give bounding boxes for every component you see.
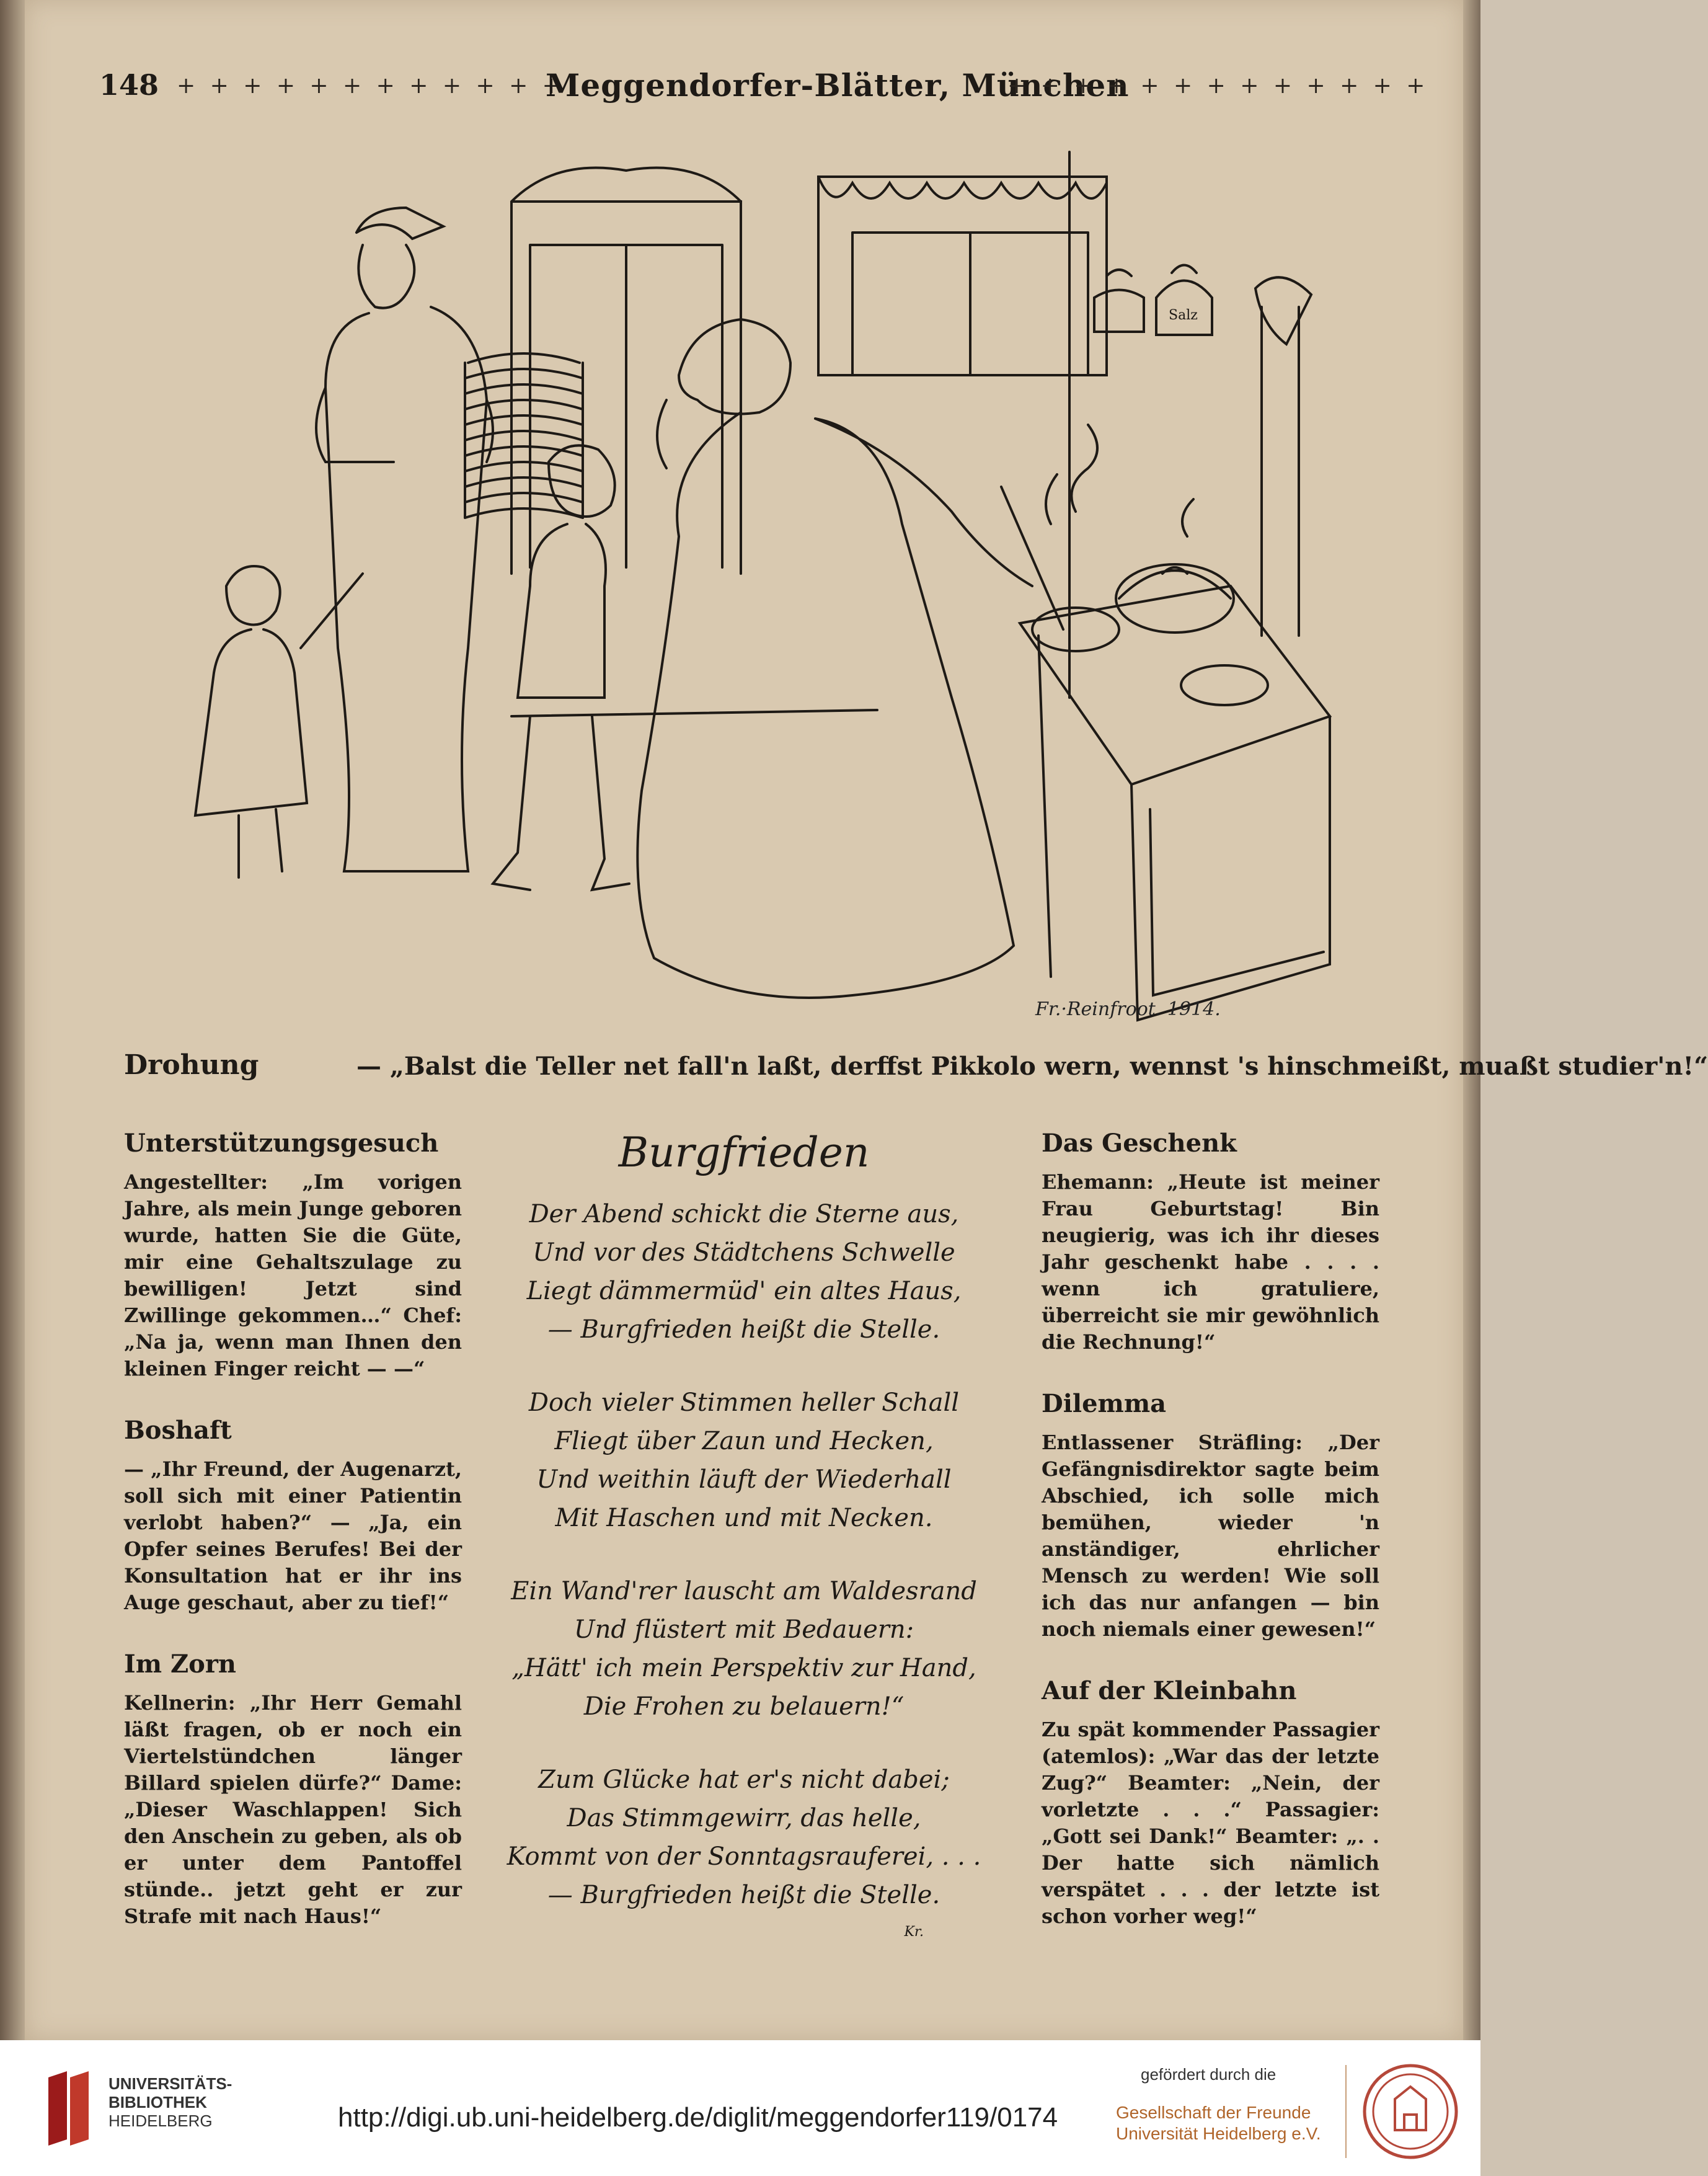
cooking-pot [1116, 564, 1234, 633]
running-title: Meggendorfer-Blätter, München [546, 67, 1130, 104]
woman-figure [316, 208, 493, 871]
anecdote [1042, 1389, 1379, 1643]
poem-line: „Hätt' ich mein Perspektiv zur Hand, [511, 1654, 976, 1682]
poem-line: Liegt dämmermüd' ein altes Haus, [526, 1277, 962, 1305]
library-name-line: BIBLIOTHEK [108, 2093, 207, 2112]
left-column [124, 1129, 462, 1930]
anecdote-text: Ehemann: „Heute ist meiner Frau Geburtstag! Bin neugierig, was ich ihr dieses Jahr geschenkt habe . . . . wenn ich gratuliere, überreicht sie mir gewöhnlich die Rechnung!“ [1042, 1170, 1379, 1354]
poem-line: Kommt von der Sonntagsrauferei, . . . [507, 1842, 981, 1871]
poem-line: Ein Wand'rer lauscht am Waldesrand [511, 1577, 977, 1605]
poem-stanza [496, 1383, 992, 1537]
anecdote-text: Zu spät kommender Passagier (atemlos): „War das der letzte Zug?“ Beamter: „Nein, der vorletzte . . .“ Passagier: „Gott sei Dank!“ Beamter: „. . Der hatte sich nämlich verspätet . . . der letzte ist schon vorher weg!“ [1042, 1718, 1379, 1928]
artist-signature: Fr.·Reinfroot. 1914. [1035, 998, 1221, 1020]
library-name-line: UNIVERSITÄTS- [108, 2074, 232, 2093]
poem-line: Fliegt über Zaun und Hecken, [554, 1427, 934, 1455]
poem-line: Das Stimmgewirr, das helle, [567, 1804, 921, 1832]
anecdote [124, 1416, 462, 1616]
poem-line: Und flüstert mit Bedauern: [573, 1615, 914, 1644]
poem-line: Der Abend schickt die Sterne aus, [529, 1200, 959, 1228]
anecdote [124, 1129, 462, 1382]
society-name-line: Universität Heidelberg e.V. [1116, 2124, 1321, 2143]
window [818, 177, 1107, 375]
poem-line: Die Frohen zu belauern!“ [583, 1692, 905, 1721]
poem [496, 1129, 992, 1940]
poem-line: — Burgfrieden heißt die Stelle. [547, 1881, 940, 1909]
poem-line: Doch vieler Stimmen heller Schall [528, 1388, 960, 1417]
library-logo-icon [36, 2071, 98, 2146]
header-ornament-left: + + + + + + + + + + + + [177, 73, 565, 99]
anecdote-text: Angestellter: „Im vorigen Jahre, als mein Junge geboren wurde, hatten Sie die Güte, mir eine Gehaltszulage zu bewilligen! Jetzt sind Zwillinge gekommen…“ Chef: „Na ja, wenn man Ihnen den kleinen Finger reicht — —“ [124, 1170, 462, 1380]
poem-line: Und vor des Städtchens Schwelle [533, 1238, 955, 1267]
society-name-line: Gesellschaft der Freunde [1116, 2103, 1311, 2122]
poem-line: Mit Haschen und mit Necken. [555, 1504, 933, 1532]
page-number: 148 [99, 68, 159, 102]
right-column [1042, 1129, 1379, 1930]
library-name [108, 2074, 232, 2130]
caption-title: Drohung [124, 1049, 259, 1081]
society-name [1116, 2102, 1321, 2144]
cook-figure [637, 319, 1032, 998]
poem-stanza [496, 1761, 992, 1914]
anecdote [1042, 1676, 1379, 1930]
cooking-spoon [1001, 487, 1063, 629]
child-figure [195, 566, 363, 877]
spice-jar [1094, 270, 1144, 332]
university-seal-icon [1361, 2062, 1460, 2161]
source-url-link[interactable]: http://digi.ub.uni-heidelberg.de/diglit/meggendorfer119/0174 [338, 2102, 1058, 2133]
anecdote-heading: Dilemma [1042, 1389, 1167, 1418]
anecdote-heading: Unterstützungsgesuch [124, 1129, 439, 1158]
page-edge-shadow [1463, 0, 1480, 2040]
floor-line [511, 710, 877, 716]
funded-by-text: gefördert durch die [1141, 2065, 1277, 2084]
salt-jar-label: Salz [1169, 308, 1198, 323]
poem-title: Burgfrieden [618, 1129, 870, 1176]
anecdote-text: Kellnerin: „Ihr Herr Gemahl läßt fragen, ob er noch ein Viertelstündchen länger Billard spielen dürfe?“ Dame: „Dieser Waschlappen! Sich den Anschein zu geben, als ob er unter dem Pantoffel stünde.. jetzt geht er zur Strafe mit nach Haus!“ [124, 1691, 462, 1928]
header-ornament-right: + + + + + + + + + + + + + [1007, 73, 1429, 99]
anecdote-heading: Im Zorn [124, 1650, 236, 1679]
anecdote-heading: Auf der Kleinbahn [1042, 1676, 1297, 1705]
library-name-line: HEIDELBERG [108, 2112, 213, 2130]
anecdote-heading: Das Geschenk [1042, 1129, 1237, 1158]
book-spine-shadow [0, 0, 25, 2040]
poem-line: Zum Glücke hat er's nicht dabei; [538, 1765, 950, 1794]
footer-divider [1345, 2065, 1347, 2158]
anecdote [124, 1650, 462, 1930]
poem-line: Und weithin läuft der Wiederhall [536, 1465, 952, 1494]
anecdote [1042, 1129, 1379, 1356]
caption-text: — „Balst die Teller net fall'n laßt, derffst Pikkolo wern, wennst 's hinschmeißt, muaßt studier'n!“ [356, 1052, 1708, 1081]
steam [1046, 425, 1193, 536]
poem-author: Kr. [904, 1924, 924, 1940]
poem-stanza [496, 1572, 992, 1726]
kitchen-illustration [121, 140, 1243, 1026]
anecdote-text: Entlassener Sträfling: „Der Gefängnisdirektor sagte beim Abschied, ich solle mich bemühen, wieder 'n anständiger, ehrlicher Mensch zu werden! Wie soll ich das nur anfangen — bin noch niemals einer gewesen!“ [1042, 1431, 1379, 1641]
anecdote-text: — „Ihr Freund, der Augenarzt, soll sich mit einer Patientin verlobt haben?“ — „Ja, ein Opfer seines Berufes! Bei der Konsultation hat er ihr ins Auge geschaut, aber zu tief!“ [124, 1457, 462, 1614]
anecdote-heading: Boshaft [124, 1416, 232, 1445]
poem-stanza [496, 1195, 992, 1349]
salt-jar [1156, 265, 1212, 335]
poem-line: — Burgfrieden heißt die Stelle. [547, 1315, 940, 1344]
